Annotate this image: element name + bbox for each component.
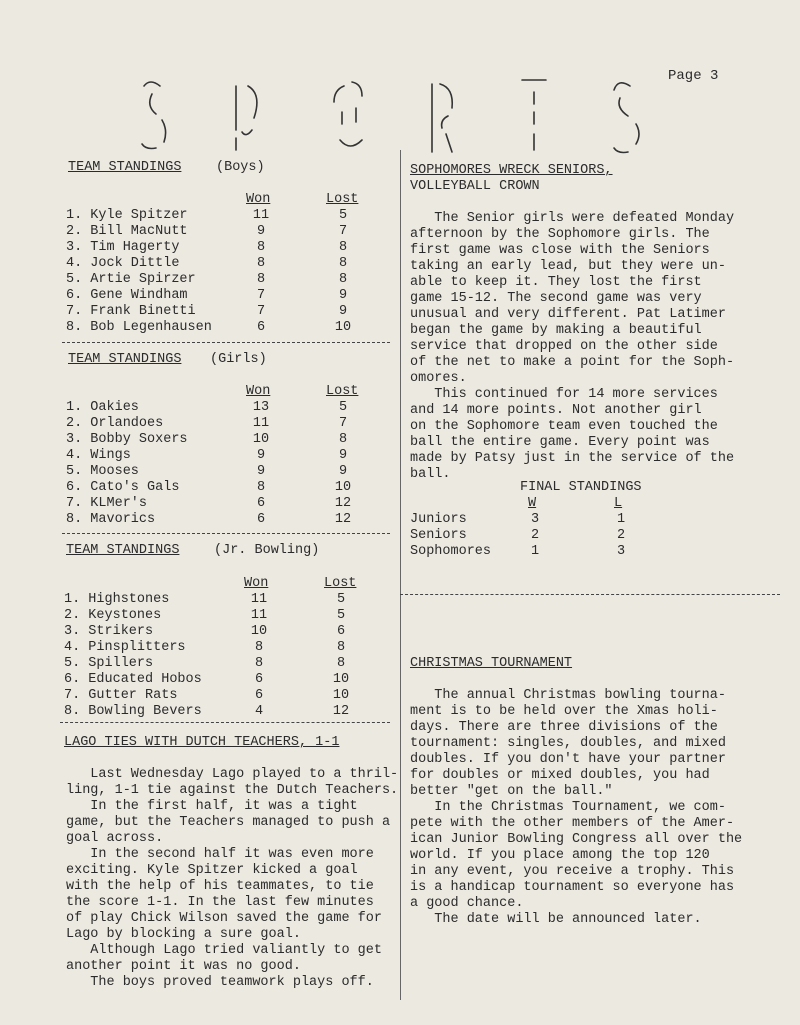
banner-letter-t — [522, 80, 546, 150]
team-name: 1. Highstones — [64, 592, 170, 607]
team-name: 5. Mooses — [66, 464, 139, 479]
banner-letter-s2 — [614, 83, 639, 153]
boys-standings-table — [66, 208, 386, 336]
lost-count: 10 — [332, 672, 350, 687]
lost-count: 5 — [338, 400, 348, 415]
volleyball-article-title-1: SOPHOMORES WRECK SENIORS, — [410, 163, 613, 178]
standings-row — [66, 400, 386, 416]
text-line: pete with the other members of the Amer- — [410, 816, 735, 831]
text-line: ball the entire game. Every point was — [410, 435, 710, 450]
text-line: ling, 1-1 tie against the Dutch Teachers. — [66, 783, 399, 798]
class-name: Sophomores — [410, 544, 492, 559]
lost-count: 9 — [338, 448, 348, 463]
standings-row — [66, 416, 386, 432]
text-line: the score 1-1. In the last few minutes — [66, 895, 374, 910]
standings-row — [64, 608, 384, 624]
page-number: Page 3 — [668, 68, 719, 84]
lost-count: 8 — [338, 256, 348, 271]
text-line: Last Wednesday Lago played to a thril- — [66, 767, 399, 782]
text-line: ball. — [410, 467, 451, 482]
lost-count: 7 — [338, 416, 348, 431]
banner-letter-r — [432, 84, 452, 152]
team-name: 7. KLMer's — [66, 496, 148, 511]
text-line: The boys proved teamwork plays off. — [66, 975, 374, 990]
standings-row — [66, 240, 386, 256]
boys-won-header: Won — [246, 192, 271, 207]
standings-row — [66, 272, 386, 288]
lost-count: 8 — [338, 240, 348, 255]
christmas-article-body — [410, 688, 742, 928]
lost-count: 5 — [336, 592, 346, 607]
won-count: 8 — [256, 272, 266, 287]
text-line: ment is to be held over the Xmas holi- — [410, 704, 718, 719]
text-line: omores. — [410, 371, 467, 386]
text-line: In the Christmas Tournament, we com- — [410, 800, 726, 815]
won-count: 6 — [254, 672, 264, 687]
standings-row — [66, 480, 386, 496]
won-count: 13 — [252, 400, 270, 415]
lost-count: 9 — [338, 288, 348, 303]
lost-count: 10 — [334, 320, 352, 335]
team-name: 2. Keystones — [64, 608, 162, 623]
final-l-header: L — [614, 496, 623, 511]
text-line: of play Chick Wilson saved the game for — [66, 911, 382, 926]
standings-row — [64, 672, 384, 688]
column-divider — [400, 150, 401, 1000]
text-line: in any event, you receive a trophy. This — [410, 864, 735, 879]
team-name: 3. Strikers — [64, 624, 154, 639]
standings-row — [64, 688, 384, 704]
team-name: 6. Educated Hobos — [64, 672, 202, 687]
text-line: ican Junior Bowling Congress all over the — [410, 832, 743, 847]
text-line: doubles. If you don't have your partner — [410, 752, 726, 767]
text-line: of the net to make a point for the Soph- — [410, 355, 735, 370]
class-name: Seniors — [410, 528, 467, 543]
final-standings-row — [410, 528, 670, 544]
standings-row — [64, 592, 384, 608]
text-line: This continued for 14 more services — [410, 387, 718, 402]
text-line: able to keep it. They lost the first — [410, 275, 702, 290]
standings-row — [66, 448, 386, 464]
jr-bowling-standings-subtitle: (Jr. Bowling) — [214, 543, 320, 558]
team-name: 3. Tim Hagerty — [66, 240, 180, 255]
standings-row — [66, 208, 386, 224]
lost-count: 8 — [338, 272, 348, 287]
won-count: 8 — [254, 656, 264, 671]
team-name: 1. Kyle Spitzer — [66, 208, 188, 223]
won-count: 6 — [254, 688, 264, 703]
divider — [62, 533, 390, 534]
divider — [400, 594, 780, 595]
standings-row — [66, 464, 386, 480]
text-line: taking an early lead, but they were un- — [410, 259, 726, 274]
text-line: with the help of his teammates, to tie — [66, 879, 374, 894]
text-line: began the game by making a beautiful — [410, 323, 702, 338]
text-line: tournament: singles, doubles, and mixed — [410, 736, 726, 751]
text-line: and 14 more points. Not another girl — [410, 403, 702, 418]
lost-count: 9 — [338, 304, 348, 319]
lost-count: 8 — [336, 640, 346, 655]
losses: 2 — [616, 528, 626, 543]
lost-count: 8 — [336, 656, 346, 671]
won-count: 7 — [256, 304, 266, 319]
team-name: 6. Gene Windham — [66, 288, 188, 303]
banner-letter-p — [236, 86, 257, 150]
lost-count: 8 — [338, 432, 348, 447]
lost-count: 5 — [338, 208, 348, 223]
text-line: Lago by blocking a sure goal. — [66, 927, 301, 942]
won-count: 6 — [256, 320, 266, 335]
standings-row — [66, 256, 386, 272]
text-line: world. If you place among the top 120 — [410, 848, 710, 863]
final-w-header: W — [528, 496, 537, 511]
text-line: goal across. — [66, 831, 164, 846]
team-name: 6. Cato's Gals — [66, 480, 180, 495]
girls-standings-title: TEAM STANDINGS — [68, 352, 182, 367]
lago-article-body — [66, 767, 398, 991]
won-count: 9 — [256, 448, 266, 463]
text-line: exciting. Kyle Spitzer kicked a goal — [66, 863, 358, 878]
won-count: 4 — [254, 704, 264, 719]
team-name: 2. Bill MacNutt — [66, 224, 188, 239]
won-count: 11 — [250, 608, 268, 623]
text-line: service that dropped on the other side — [410, 339, 718, 354]
text-line: for doubles or mixed doubles, you had — [410, 768, 710, 783]
standings-row — [66, 432, 386, 448]
won-count: 6 — [256, 496, 266, 511]
text-line: days. There are three divisions of the — [410, 720, 718, 735]
class-name: Juniors — [410, 512, 467, 527]
standings-row — [66, 224, 386, 240]
standings-row — [64, 640, 384, 656]
won-count: 7 — [256, 288, 266, 303]
won-count: 11 — [250, 592, 268, 607]
text-line: Although Lago tried valiantly to get — [66, 943, 382, 958]
won-count: 10 — [252, 432, 270, 447]
girls-won-header: Won — [246, 384, 271, 399]
text-line: another point it was no good. — [66, 959, 301, 974]
christmas-article-title: CHRISTMAS TOURNAMENT — [410, 656, 573, 671]
losses: 1 — [616, 512, 626, 527]
sports-banner — [130, 72, 690, 162]
text-line: In the second half it was even more — [66, 847, 374, 862]
text-line: first game was close with the Seniors — [410, 243, 710, 258]
jr-won-header: Won — [244, 576, 269, 591]
standings-row — [64, 704, 384, 720]
banner-letter-s1 — [142, 82, 166, 149]
lost-count: 7 — [338, 224, 348, 239]
standings-row — [66, 512, 386, 528]
team-name: 8. Bob Legenhausen — [66, 320, 212, 335]
team-name: 1. Oakies — [66, 400, 139, 415]
won-count: 8 — [256, 240, 266, 255]
text-line: game, but the Teachers managed to push a — [66, 815, 391, 830]
team-name: 2. Orlandoes — [66, 416, 164, 431]
team-name: 3. Bobby Soxers — [66, 432, 188, 447]
standings-row — [66, 288, 386, 304]
team-name: 8. Bowling Bevers — [64, 704, 202, 719]
lost-count: 12 — [334, 496, 352, 511]
text-line: made by Patsy just in the service of the — [410, 451, 735, 466]
standings-row — [66, 320, 386, 336]
won-count: 8 — [256, 480, 266, 495]
wins: 3 — [530, 512, 540, 527]
jr-bowling-standings-table — [64, 592, 384, 720]
team-name: 4. Pinsplitters — [64, 640, 186, 655]
text-line: is a handicap tournament so everyone has — [410, 880, 735, 895]
lost-count: 5 — [336, 608, 346, 623]
lost-count: 10 — [334, 480, 352, 495]
final-standings-row — [410, 544, 670, 560]
won-count: 10 — [250, 624, 268, 639]
won-count: 11 — [252, 208, 270, 223]
standings-row — [66, 496, 386, 512]
lost-count: 12 — [334, 512, 352, 527]
final-standings-table — [410, 512, 670, 560]
text-line: unusual and very different. Pat Latimer — [410, 307, 726, 322]
wins: 2 — [530, 528, 540, 543]
standings-row — [64, 656, 384, 672]
divider — [62, 342, 390, 343]
standings-row — [66, 304, 386, 320]
volleyball-article-body — [410, 211, 734, 483]
banner-letter-o — [334, 82, 362, 146]
text-line: The annual Christmas bowling tourna- — [410, 688, 726, 703]
text-line: better "get on the ball." — [410, 784, 613, 799]
boys-lost-header: Lost — [326, 192, 359, 207]
won-count: 8 — [254, 640, 264, 655]
team-name: 8. Mavorics — [66, 512, 156, 527]
lost-count: 10 — [332, 688, 350, 703]
final-standings-title: FINAL STANDINGS — [520, 480, 642, 495]
jr-lost-header: Lost — [324, 576, 357, 591]
team-name: 7. Gutter Rats — [64, 688, 178, 703]
boys-standings-title: TEAM STANDINGS — [68, 160, 182, 175]
lago-article-title: LAGO TIES WITH DUTCH TEACHERS, 1-1 — [64, 735, 340, 750]
team-name: 4. Jock Dittle — [66, 256, 180, 271]
girls-standings-subtitle: (Girls) — [210, 352, 267, 367]
text-line: afternoon by the Sophomore girls. The — [410, 227, 710, 242]
won-count: 11 — [252, 416, 270, 431]
final-standings-row — [410, 512, 670, 528]
lost-count: 12 — [332, 704, 350, 719]
girls-standings-table — [66, 400, 386, 528]
text-line: game 15-12. The second game was very — [410, 291, 702, 306]
wins: 1 — [530, 544, 540, 559]
standings-row — [64, 624, 384, 640]
jr-bowling-standings-title: TEAM STANDINGS — [66, 543, 180, 558]
losses: 3 — [616, 544, 626, 559]
won-count: 6 — [256, 512, 266, 527]
text-line: The date will be announced later. — [410, 912, 702, 927]
team-name: 5. Artie Spirzer — [66, 272, 196, 287]
boys-standings-subtitle: (Boys) — [216, 160, 265, 175]
text-line: In the first half, it was a tight — [66, 799, 358, 814]
team-name: 4. Wings — [66, 448, 131, 463]
text-line: The Senior girls were defeated Monday — [410, 211, 735, 226]
won-count: 8 — [256, 256, 266, 271]
divider — [60, 722, 390, 723]
girls-lost-header: Lost — [326, 384, 359, 399]
team-name: 5. Spillers — [64, 656, 154, 671]
team-name: 7. Frank Binetti — [66, 304, 196, 319]
lost-count: 6 — [336, 624, 346, 639]
won-count: 9 — [256, 224, 266, 239]
volleyball-article-title-2: VOLLEYBALL CROWN — [410, 179, 540, 194]
lost-count: 9 — [338, 464, 348, 479]
won-count: 9 — [256, 464, 266, 479]
text-line: a good chance. — [410, 896, 524, 911]
text-line: on the Sophomore team even touched the — [410, 419, 718, 434]
